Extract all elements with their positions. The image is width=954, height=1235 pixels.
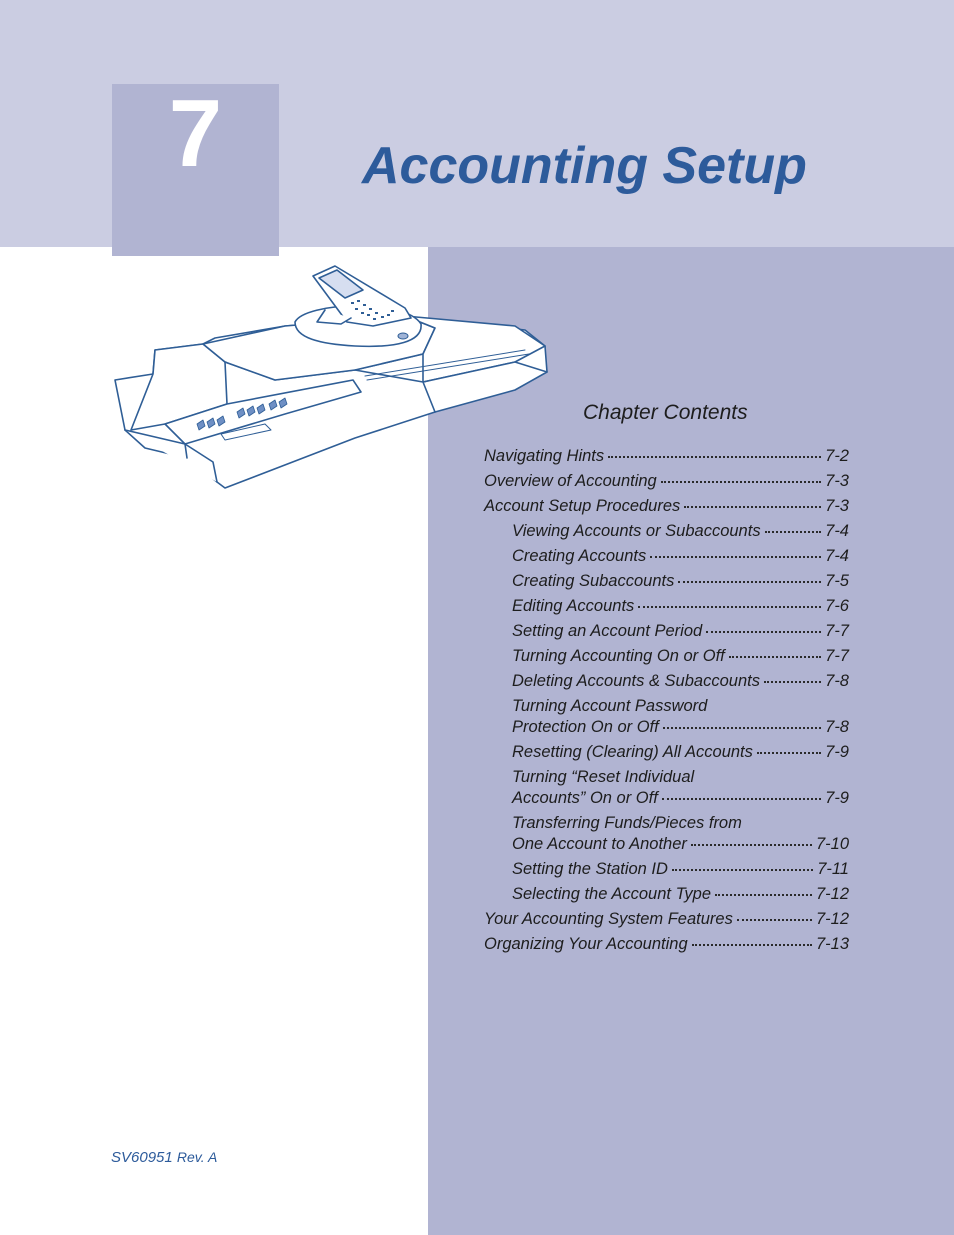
toc-entry-page: 7-13: [815, 935, 849, 953]
toc-entry-title: Turning Accounting On or Off: [512, 647, 725, 665]
dot-leader: [692, 944, 812, 946]
toc-entry-title: Resetting (Clearing) All Accounts: [512, 743, 753, 761]
toc-entry-title: Creating Accounts: [512, 547, 647, 565]
toc-entry-title-line1: Transferring Funds/Pieces from: [512, 814, 742, 832]
toc-entry-organizing-accounting[interactable]: [484, 934, 849, 955]
dot-leader: [715, 894, 812, 896]
toc-entry-overview-of-accounting[interactable]: [484, 471, 849, 492]
toc-entry-title: Navigating Hints: [484, 447, 605, 465]
dot-leader: [662, 798, 821, 800]
dot-leader: [706, 631, 821, 633]
document-revision: Rev. A: [176, 1149, 218, 1165]
toc-entry-reset-individual-accounts[interactable]: [484, 767, 849, 809]
toc-entry-title: Editing Accounts: [512, 597, 635, 615]
dot-leader: [757, 752, 821, 754]
toc-entry-creating-accounts[interactable]: [484, 546, 849, 567]
toc-entry-title-line1: Turning Account Password: [512, 697, 708, 715]
chapter-contents-heading: Chapter Contents: [583, 401, 748, 424]
document-number: SV60951: [111, 1149, 173, 1166]
toc-entry-page: 7-4: [825, 522, 849, 540]
toc-entry-page: 7-7: [825, 647, 849, 665]
toc-entry-turning-accounting-on-off[interactable]: [484, 646, 849, 667]
toc-entry-page: 7-8: [825, 672, 849, 690]
toc-entry-creating-subaccounts[interactable]: [484, 571, 849, 592]
toc-entry-title: Overview of Accounting: [484, 472, 657, 490]
toc-entry-page: 7-4: [825, 547, 849, 565]
toc-entry-title: Account Setup Procedures: [484, 497, 681, 515]
dot-leader: [729, 656, 821, 658]
toc-entry-page: 7-11: [817, 860, 849, 878]
toc-entry-account-password-protection[interactable]: [484, 696, 849, 738]
toc-entry-system-features[interactable]: [484, 909, 849, 930]
chapter-number: 7: [168, 80, 223, 187]
dot-leader: [608, 456, 821, 458]
toc-entry-page: 7-9: [825, 743, 849, 761]
toc-entry-title: Accounts” On or Off: [512, 789, 658, 807]
toc-entry-title: Your Accounting System Features: [484, 910, 733, 928]
toc-entry-page: 7-3: [825, 472, 849, 490]
table-of-contents: [484, 446, 849, 959]
toc-entry-title: Viewing Accounts or Subaccounts: [512, 522, 761, 540]
toc-entry-transferring-funds[interactable]: [484, 813, 849, 855]
toc-entry-selecting-account-type[interactable]: [484, 884, 849, 905]
dot-leader: [684, 506, 821, 508]
toc-entry-deleting-accounts[interactable]: [484, 671, 849, 692]
dot-leader: [672, 869, 813, 871]
toc-entry-editing-accounts[interactable]: [484, 596, 849, 617]
toc-entry-page: 7-5: [825, 572, 849, 590]
dot-leader: [678, 581, 821, 583]
toc-entry-page: 7-9: [825, 789, 849, 807]
toc-entry-account-setup-procedures[interactable]: [484, 496, 849, 517]
toc-entry-setting-account-period[interactable]: [484, 621, 849, 642]
dot-leader: [661, 481, 821, 483]
toc-entry-navigating-hints[interactable]: [484, 446, 849, 467]
toc-entry-page: 7-7: [825, 622, 849, 640]
dot-leader: [650, 556, 821, 558]
dot-leader: [764, 681, 821, 683]
toc-entry-title: Setting the Station ID: [512, 860, 668, 878]
dot-leader: [638, 606, 821, 608]
toc-entry-page: 7-2: [825, 447, 849, 465]
document-code: [111, 1149, 217, 1166]
toc-entry-title: Organizing Your Accounting: [484, 935, 688, 953]
toc-entry-page: 7-8: [825, 718, 849, 736]
toc-entry-title-line1: Turning “Reset Individual: [512, 768, 695, 786]
toc-entry-setting-station-id[interactable]: [484, 859, 849, 880]
dot-leader: [663, 727, 821, 729]
toc-entry-title: Selecting the Account Type: [512, 885, 712, 903]
dot-leader: [737, 919, 812, 921]
chapter-title: Accounting Setup: [362, 137, 807, 195]
toc-entry-page: 7-12: [815, 910, 849, 928]
toc-entry-title: Protection On or Off: [512, 718, 659, 736]
toc-entry-page: 7-6: [825, 597, 849, 615]
toc-entry-title: Setting an Account Period: [512, 622, 703, 640]
toc-entry-page: 7-12: [815, 885, 849, 903]
toc-entry-viewing-accounts[interactable]: [484, 521, 849, 542]
toc-entry-page: 7-10: [815, 835, 849, 853]
chapter-number-box: [112, 80, 279, 256]
dot-leader: [765, 531, 822, 533]
toc-entry-title: Deleting Accounts & Subaccounts: [512, 672, 760, 690]
dot-leader: [691, 844, 812, 846]
toc-entry-resetting-all-accounts[interactable]: [484, 742, 849, 763]
toc-entry-page: 7-3: [825, 497, 849, 515]
toc-entry-title: One Account to Another: [512, 835, 687, 853]
toc-entry-title: Creating Subaccounts: [512, 572, 675, 590]
